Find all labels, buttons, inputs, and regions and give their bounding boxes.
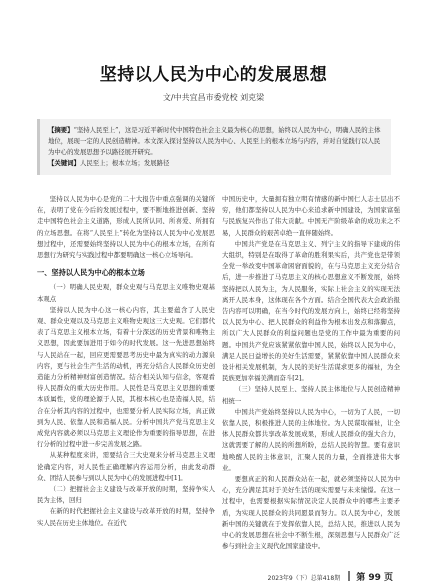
subheading-3: （三）坚持人民至上、坚持人民主体地位与人民创造精神相统一 (222, 385, 400, 405)
body-paragraph: 要想真正的和人民群众站在一起，就必须坚持以人民为中心，充分满足其对于美好生活的现实需要与未来憧憬。在这一过程中，也需要根据实际情况决定人民群众中的哪些主要矛盾，为实现人民群众的共同愿景而努力。以人民为中心，发展新中国的关键就在于发挥依靠人民，总结人民，推进以人民为中心的发展思想在社会中不断生根，深刻思想与人民群众广泛参与到社会主义现代化国家建设中。 (222, 475, 400, 551)
body-paragraph: 中国共产党是在马克思主义、列宁主义的指导下建成的伟大组织，特别是在取得了革命的胜利果实后，共产党也是带领全党一举改变中国革命困窘面貌的，在与马克思主义充分结合后，进一步推进了马克思主义的核心思想意义不断发展，始终坚持把以人民为主，为人民服务，实际上社会主义的实现无法离开人民本身，这体现在各个方面。结合全国代表大会政治报告内容可以明确，在当今时代的发展方向上，始终已经将坚持以人民为中心、把人民群众的利益作为根本出发点和落脚点，所以广大人民群众的利益问题也是党的工作中最为重要的问题。中国共产党应该紧紧依靠中国人民，始终以人民为中心，满足人民日益增长的美好生活需要，紧紧依靠中国人民群众来设计相关发展机制，为人民的美好生活谋求更多的福祉，为全民族更加幸福美满而奋斗[2]。 (222, 239, 400, 383)
issue-info: 2023年9（下）总第418期 (267, 575, 341, 582)
body-paragraph: 从某种程度来讲，需要结合三大史观来分析马克思主义理论确定内容，对人民性正确理解内容运用分析，由此发动群众、团结人民参与到以人民为中心的发展进程中[1]。 (37, 451, 215, 482)
body-paragraph: 中国共产党始终坚持以人民为中心，一切为了人民，一切依靠人民，积极推进人民的主体地位。为人民谋取福祉，让全体人民群众都共享改革发展成果，形成人民群众的强大合力，这就需要了解的人民的所想所盼，总结人民的智慧。要有意识地唤醒人民的主体意识，汇聚人民的力量，全面推进伟大事业。 (222, 407, 400, 472)
intro-paragraph: 坚持以人民为中心是党的二十大报告中重点强调的关键所在，表明了党在今后的发展过程中，要不断地推进创新、坚持走中国特色社会主义道路，形成人民所认同、所喜爱、所拥有的立场思想。在将“人民至上”转化为坚持以人民为中心发展思想过程中，还需要始终坚持以人民为中心的根本立场，在所有思想行为研究与实践过程中都要明确这一核心立场导向。 (37, 195, 215, 260)
body-paragraph: 在新的时代把握社会主义建设与改革开放的时期，坚持争实人民在历史主体地位。在近代 (37, 507, 215, 527)
article-title: 坚持以人民为中心的发展思想 (99, 65, 328, 85)
keywords-text: 人民至上；根本立场；发展路径 (79, 159, 170, 167)
left-column (37, 194, 215, 554)
abstract-paragraph (48, 125, 383, 158)
abstract-box (37, 119, 391, 175)
subheading-1: （一）明确人民史观，群众史观与马克思主义唯物史观基本观点 (37, 283, 215, 303)
page-number: 第 99 页 (356, 573, 393, 583)
keywords-line (48, 158, 383, 169)
section-heading-1: 一、坚持以人民为中心的根本立场 (37, 268, 145, 278)
keywords-tag: 【关键词】 (48, 159, 80, 167)
page-footer (268, 565, 393, 584)
subheading-2: （二）把握社会主义建设与改革开放的时期，坚持争实人民为主体，回归 (37, 485, 215, 505)
body-paragraph: 中国历史中，大量拥有独立明有情感的新中国仁人志士层出不穷，他们都坚持以人民为中心来追求新中国建设，为国家富强与民族复兴作出了伟大贡献。中国无产阶级革命的成功来之不易，人民群众的艰苦卓绝一直伴随始终。 (222, 195, 400, 237)
article-author: 文/中共宜昌市委党校 刘克梁 (162, 93, 265, 102)
abstract-tag: 【摘要】 (48, 126, 74, 134)
right-column (222, 194, 400, 554)
body-paragraph: 坚持以人民为中心这一核心内容，其主要蕴含了人民史观、群众史观以及马克思主义唯物史观这三大史观。它们都代表了马克思主义根本立场，有着十分深远的历史背景和唯物主义思想，因此要加进用于如今的时代发展。这一先进思想始终与人民站在一起，回应更需要思考历史中最为真实的动力源泉内容，更与社会生产生活的动机，再充分结合人民群众历史创造能力分析精神财富创造情况。结合相关认知与信念，客观看待人民群众的重大历史作用。人民性是马克思主义思想的重要本质属性，党的理论源于人民，其根本核心也是造福人民，结合在分析其内容的过程中，也需要分析人民实际立场，真正做到为人民、依靠人民和造福人民。分析中国共产党马克思主义成党内容就必须以马克思主义理论作为重要的指导思想，在进行分析的过程中进一步完善发展之路。 (37, 305, 215, 449)
footer-divider (348, 571, 350, 581)
abstract-text: “坚持人民至上”，这是习近平新时代中国特色社会主义最为核心的思想，始终以人民为中心，明确人民的主体地位，展现一定的人民创造精神。本文深入探讨坚持以人民为中心、人民至上的根本立场与内容，并对自觉践行以人民为中心的发展思想予以路径展开研究。 (48, 126, 381, 156)
